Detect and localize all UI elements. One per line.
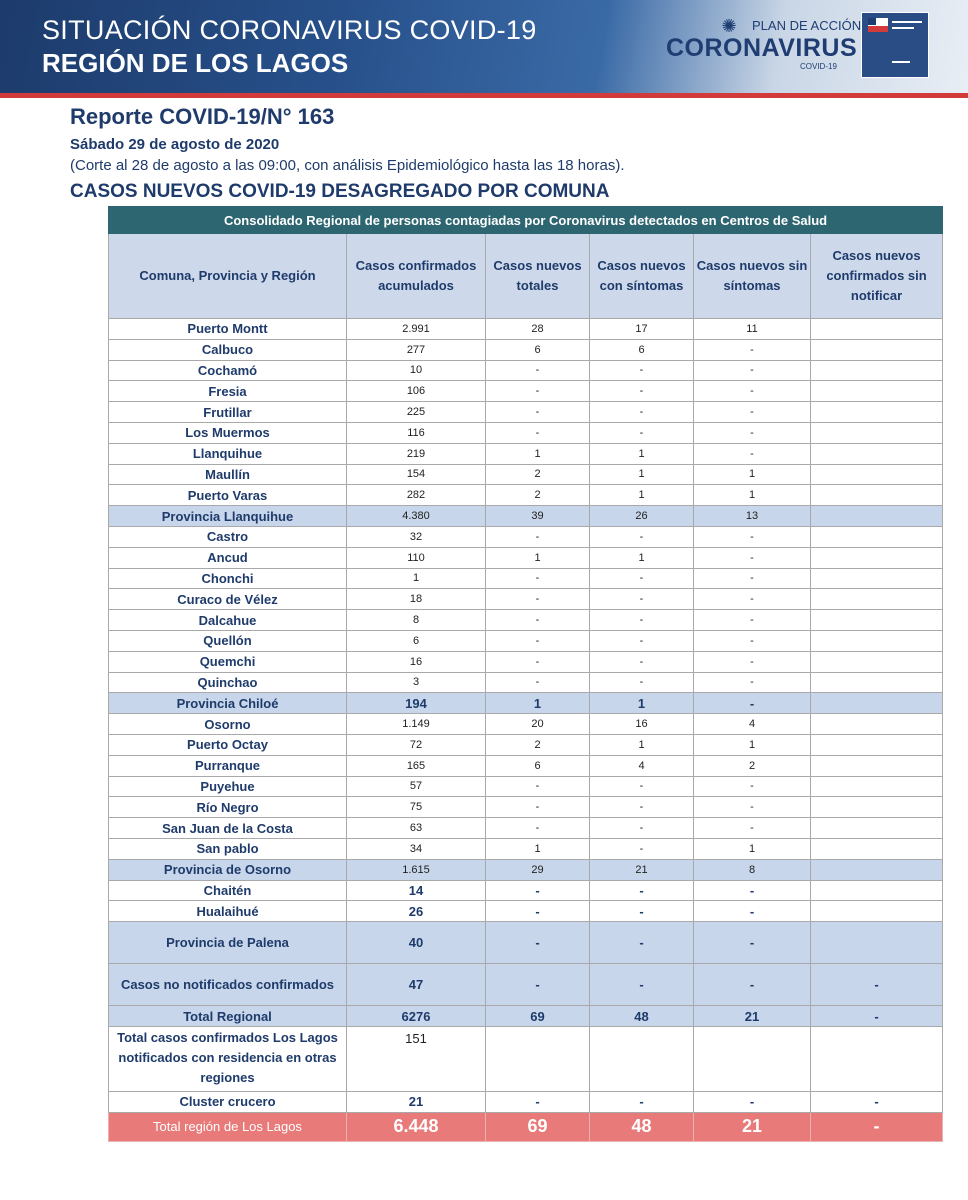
cell-acum: 282	[347, 485, 486, 506]
row-label: Quinchao	[109, 672, 347, 693]
cell-sin: 11	[694, 319, 811, 340]
cell-sin: 1	[694, 838, 811, 859]
cell-nonot	[811, 464, 943, 485]
cell-con: -	[590, 630, 694, 651]
cell-total: 28	[486, 319, 590, 340]
cell-nonot	[811, 547, 943, 568]
table-row	[109, 838, 943, 859]
cell-con: -	[590, 838, 694, 859]
cell-sin: -	[694, 381, 811, 402]
table-row	[109, 381, 943, 402]
row-label: San pablo	[109, 838, 347, 859]
cell-acum: 10	[347, 360, 486, 381]
table-row	[109, 1026, 943, 1091]
cell-con: 1	[590, 693, 694, 714]
row-label: Provincia Llanquihue	[109, 506, 347, 527]
table-row	[109, 1006, 943, 1027]
cell-total: -	[486, 422, 590, 443]
table-row	[109, 1091, 943, 1112]
cell-acum: 75	[347, 797, 486, 818]
cell-con: 1	[590, 547, 694, 568]
row-label: Provincia de Palena	[109, 922, 347, 964]
cell-nonot	[811, 589, 943, 610]
row-label: Río Negro	[109, 797, 347, 818]
cell-sin: -	[694, 422, 811, 443]
row-label: Llanquihue	[109, 443, 347, 464]
row-label: Ancud	[109, 547, 347, 568]
cell-nonot	[811, 651, 943, 672]
cell-total: 39	[486, 506, 590, 527]
row-label: Frutillar	[109, 402, 347, 423]
cell-con: 1	[590, 464, 694, 485]
col-header-acumulados: Casos confirmados acumulados	[347, 234, 486, 319]
cell-total: -	[486, 901, 590, 922]
table-row	[109, 1112, 943, 1141]
cell-sin: 1	[694, 734, 811, 755]
cell-sin: 4	[694, 714, 811, 735]
row-label: Purranque	[109, 755, 347, 776]
cell-sin: -	[694, 797, 811, 818]
cell-total: 2	[486, 734, 590, 755]
report-cutoff: (Corte al 28 de agosto a las 09:00, con análisis Epidemiológico hasta las 18 horas).	[70, 157, 625, 174]
cell-nonot: -	[811, 964, 943, 1006]
cell-acum: 165	[347, 755, 486, 776]
cell-total: 69	[486, 1006, 590, 1027]
cell-sin: -	[694, 1091, 811, 1112]
row-label: Osorno	[109, 714, 347, 735]
report-title: Reporte COVID-19/N° 163	[70, 104, 335, 129]
table-row	[109, 880, 943, 901]
cell-acum: 40	[347, 922, 486, 964]
row-label: Total Regional	[109, 1006, 347, 1027]
cell-sin	[694, 1026, 811, 1091]
cell-con: -	[590, 422, 694, 443]
table-row	[109, 339, 943, 360]
cell-total: 1	[486, 547, 590, 568]
cell-total: -	[486, 526, 590, 547]
cell-total: -	[486, 776, 590, 797]
cell-acum: 1.149	[347, 714, 486, 735]
chile-flag-icon	[868, 18, 888, 32]
col-header-sin-notificar: Casos nuevos confirmados sin notificar	[811, 234, 943, 319]
section-title: CASOS NUEVOS COVID-19 DESAGREGADO POR COMUNA	[70, 181, 610, 202]
cell-acum: 32	[347, 526, 486, 547]
table-row	[109, 818, 943, 839]
cell-total: 1	[486, 838, 590, 859]
cell-acum: 6	[347, 630, 486, 651]
cell-acum: 154	[347, 464, 486, 485]
table-row	[109, 630, 943, 651]
cell-acum: 47	[347, 964, 486, 1006]
cell-sin: 21	[694, 1112, 811, 1141]
cell-con: -	[590, 818, 694, 839]
row-label: Puerto Octay	[109, 734, 347, 755]
cell-acum: 116	[347, 422, 486, 443]
cell-total: 69	[486, 1112, 590, 1141]
table-row	[109, 922, 943, 964]
cell-total: -	[486, 610, 590, 631]
cell-sin: -	[694, 610, 811, 631]
cell-acum: 34	[347, 838, 486, 859]
cell-con: -	[590, 922, 694, 964]
row-label: Fresia	[109, 381, 347, 402]
cell-total: -	[486, 381, 590, 402]
cell-total: -	[486, 568, 590, 589]
table-row	[109, 964, 943, 1006]
cell-total: -	[486, 672, 590, 693]
cell-total: -	[486, 797, 590, 818]
row-label: Calbuco	[109, 339, 347, 360]
cell-acum: 14	[347, 880, 486, 901]
cell-total: 6	[486, 339, 590, 360]
cell-con	[590, 1026, 694, 1091]
cell-acum: 110	[347, 547, 486, 568]
cell-acum: 1.615	[347, 859, 486, 880]
cell-total: 1	[486, 443, 590, 464]
cell-con: -	[590, 360, 694, 381]
row-label: Puyehue	[109, 776, 347, 797]
cell-total: 2	[486, 464, 590, 485]
cell-con: -	[590, 526, 694, 547]
cell-acum: 4.380	[347, 506, 486, 527]
cell-nonot	[811, 776, 943, 797]
cell-con: -	[590, 880, 694, 901]
cell-sin: -	[694, 443, 811, 464]
cell-sin: -	[694, 568, 811, 589]
cell-nonot	[811, 568, 943, 589]
cell-acum: 72	[347, 734, 486, 755]
cell-nonot	[811, 1026, 943, 1091]
cell-total: -	[486, 964, 590, 1006]
cell-acum: 63	[347, 818, 486, 839]
cell-acum: 2.991	[347, 319, 486, 340]
cell-nonot	[811, 381, 943, 402]
cell-sin: -	[694, 589, 811, 610]
row-label: Hualaihué	[109, 901, 347, 922]
cell-acum: 26	[347, 901, 486, 922]
cell-nonot: -	[811, 1091, 943, 1112]
cell-con: 48	[590, 1006, 694, 1027]
header-red-stripe	[0, 93, 968, 98]
row-label: Los Muermos	[109, 422, 347, 443]
cell-sin: -	[694, 901, 811, 922]
cell-acum: 16	[347, 651, 486, 672]
table-row	[109, 402, 943, 423]
table-row	[109, 734, 943, 755]
cell-total: 2	[486, 485, 590, 506]
row-label: Chonchi	[109, 568, 347, 589]
row-label: Quellón	[109, 630, 347, 651]
cell-sin: -	[694, 880, 811, 901]
row-label: Casos no notificados confirmados	[109, 964, 347, 1006]
cell-sin: -	[694, 402, 811, 423]
cell-acum: 225	[347, 402, 486, 423]
cell-con: -	[590, 1091, 694, 1112]
table-row	[109, 797, 943, 818]
header-title-line2: REGIÓN DE LOS LAGOS	[42, 48, 349, 78]
cell-nonot	[811, 838, 943, 859]
cell-nonot	[811, 630, 943, 651]
cell-nonot: -	[811, 1006, 943, 1027]
table-row	[109, 422, 943, 443]
row-label: Total región de Los Lagos	[109, 1112, 347, 1141]
cell-total: -	[486, 651, 590, 672]
cell-acum: 151	[347, 1026, 486, 1091]
row-label: Curaco de Vélez	[109, 589, 347, 610]
cell-con: 26	[590, 506, 694, 527]
row-label: Maullín	[109, 464, 347, 485]
cell-sin: 13	[694, 506, 811, 527]
row-label: Puerto Montt	[109, 319, 347, 340]
table-row	[109, 526, 943, 547]
col-header-nuevos-totales: Casos nuevos totales	[486, 234, 590, 319]
cell-sin: -	[694, 526, 811, 547]
cell-sin: -	[694, 360, 811, 381]
header-title-line1: SITUACIÓN CORONAVIRUS COVID-19	[42, 15, 537, 45]
logo-plan-text: PLAN DE ACCIÓN	[752, 18, 862, 33]
row-label: Provincia Chiloé	[109, 693, 347, 714]
row-label: Provincia de Osorno	[109, 859, 347, 880]
cell-nonot: -	[811, 1112, 943, 1141]
cell-total: 29	[486, 859, 590, 880]
cell-con: 1	[590, 485, 694, 506]
table-row	[109, 651, 943, 672]
cell-con: -	[590, 651, 694, 672]
cell-nonot	[811, 859, 943, 880]
cell-sin: -	[694, 672, 811, 693]
cell-sin: 1	[694, 485, 811, 506]
cell-total	[486, 1026, 590, 1091]
col-header-comuna: Comuna, Provincia y Región	[109, 234, 347, 319]
table-row	[109, 901, 943, 922]
table-row	[109, 776, 943, 797]
cell-nonot	[811, 339, 943, 360]
cell-sin: -	[694, 818, 811, 839]
cell-total: 6	[486, 755, 590, 776]
table-row	[109, 360, 943, 381]
cell-con: 17	[590, 319, 694, 340]
cell-con: -	[590, 381, 694, 402]
cell-nonot	[811, 506, 943, 527]
cell-con: 48	[590, 1112, 694, 1141]
cell-nonot	[811, 319, 943, 340]
cell-acum: 21	[347, 1091, 486, 1112]
cell-nonot	[811, 610, 943, 631]
cell-acum: 6.448	[347, 1112, 486, 1141]
cell-nonot	[811, 734, 943, 755]
cell-total: -	[486, 880, 590, 901]
table-row	[109, 464, 943, 485]
cell-con: 4	[590, 755, 694, 776]
cell-acum: 8	[347, 610, 486, 631]
cell-acum: 6276	[347, 1006, 486, 1027]
cell-con: 1	[590, 443, 694, 464]
cell-con: -	[590, 964, 694, 1006]
row-label: Castro	[109, 526, 347, 547]
table-caption: Consolidado Regional de personas contagiadas por Coronavirus detectados en Centros de Salud	[109, 207, 943, 234]
cell-sin: -	[694, 339, 811, 360]
cell-total: -	[486, 818, 590, 839]
table-row	[109, 610, 943, 631]
cell-sin: -	[694, 630, 811, 651]
cell-nonot	[811, 443, 943, 464]
cell-acum: 277	[347, 339, 486, 360]
cell-con: 1	[590, 734, 694, 755]
table-row	[109, 485, 943, 506]
cell-nonot	[811, 880, 943, 901]
cell-sin: 2	[694, 755, 811, 776]
cell-nonot	[811, 422, 943, 443]
cell-con: -	[590, 776, 694, 797]
cell-total: -	[486, 1091, 590, 1112]
cell-acum: 106	[347, 381, 486, 402]
col-header-sin-sintomas: Casos nuevos sin síntomas	[694, 234, 811, 319]
cell-total: 1	[486, 693, 590, 714]
report-date: Sábado 29 de agosto de 2020	[70, 136, 280, 153]
cell-total: -	[486, 922, 590, 964]
table-row	[109, 714, 943, 735]
cell-con: -	[590, 610, 694, 631]
cell-nonot	[811, 526, 943, 547]
cell-con: 6	[590, 339, 694, 360]
cell-nonot	[811, 693, 943, 714]
table-row	[109, 506, 943, 527]
cell-nonot	[811, 485, 943, 506]
cell-nonot	[811, 672, 943, 693]
cell-con: 21	[590, 859, 694, 880]
cell-sin: 1	[694, 464, 811, 485]
table-row	[109, 547, 943, 568]
table-row	[109, 672, 943, 693]
cell-con: -	[590, 402, 694, 423]
cell-acum: 1	[347, 568, 486, 589]
row-label: Cochamó	[109, 360, 347, 381]
cell-total: -	[486, 360, 590, 381]
cell-acum: 3	[347, 672, 486, 693]
cell-sin: -	[694, 922, 811, 964]
cell-con: -	[590, 901, 694, 922]
table-row	[109, 859, 943, 880]
row-label: Dalcahue	[109, 610, 347, 631]
cell-sin: -	[694, 776, 811, 797]
cell-sin: -	[694, 693, 811, 714]
cell-nonot	[811, 818, 943, 839]
cell-sin: 21	[694, 1006, 811, 1027]
cell-nonot	[811, 755, 943, 776]
cell-total: -	[486, 402, 590, 423]
cell-nonot	[811, 922, 943, 964]
government-logo	[861, 12, 929, 78]
logo-coronavirus-text: CORONAVIRUS	[666, 34, 858, 62]
cell-total: -	[486, 630, 590, 651]
cell-total: -	[486, 589, 590, 610]
table-row	[109, 755, 943, 776]
table-row	[109, 589, 943, 610]
table-row	[109, 443, 943, 464]
cell-sin: 8	[694, 859, 811, 880]
cell-nonot	[811, 402, 943, 423]
cell-total: 20	[486, 714, 590, 735]
cell-nonot	[811, 901, 943, 922]
cell-con: -	[590, 589, 694, 610]
cell-con: -	[590, 568, 694, 589]
table-row	[109, 568, 943, 589]
cell-acum: 57	[347, 776, 486, 797]
cell-nonot	[811, 360, 943, 381]
cell-acum: 194	[347, 693, 486, 714]
cell-sin: -	[694, 547, 811, 568]
cell-nonot	[811, 714, 943, 735]
cell-con: -	[590, 797, 694, 818]
cases-table	[108, 206, 943, 1142]
cell-con: 16	[590, 714, 694, 735]
row-label: Total casos confirmados Los Lagos notificados con residencia en otras regiones	[109, 1026, 347, 1091]
table-row	[109, 693, 943, 714]
cell-sin: -	[694, 964, 811, 1006]
col-header-con-sintomas: Casos nuevos con síntomas	[590, 234, 694, 319]
row-label: Chaitén	[109, 880, 347, 901]
logo-covid-text: COVID-19	[800, 62, 837, 71]
cell-acum: 18	[347, 589, 486, 610]
cell-con: -	[590, 672, 694, 693]
row-label: San Juan de la Costa	[109, 818, 347, 839]
row-label: Cluster crucero	[109, 1091, 347, 1112]
table-row	[109, 319, 943, 340]
row-label: Quemchi	[109, 651, 347, 672]
plan-star-icon: ✺	[721, 16, 737, 36]
cell-nonot	[811, 797, 943, 818]
row-label: Puerto Varas	[109, 485, 347, 506]
cell-acum: 219	[347, 443, 486, 464]
cell-sin: -	[694, 651, 811, 672]
